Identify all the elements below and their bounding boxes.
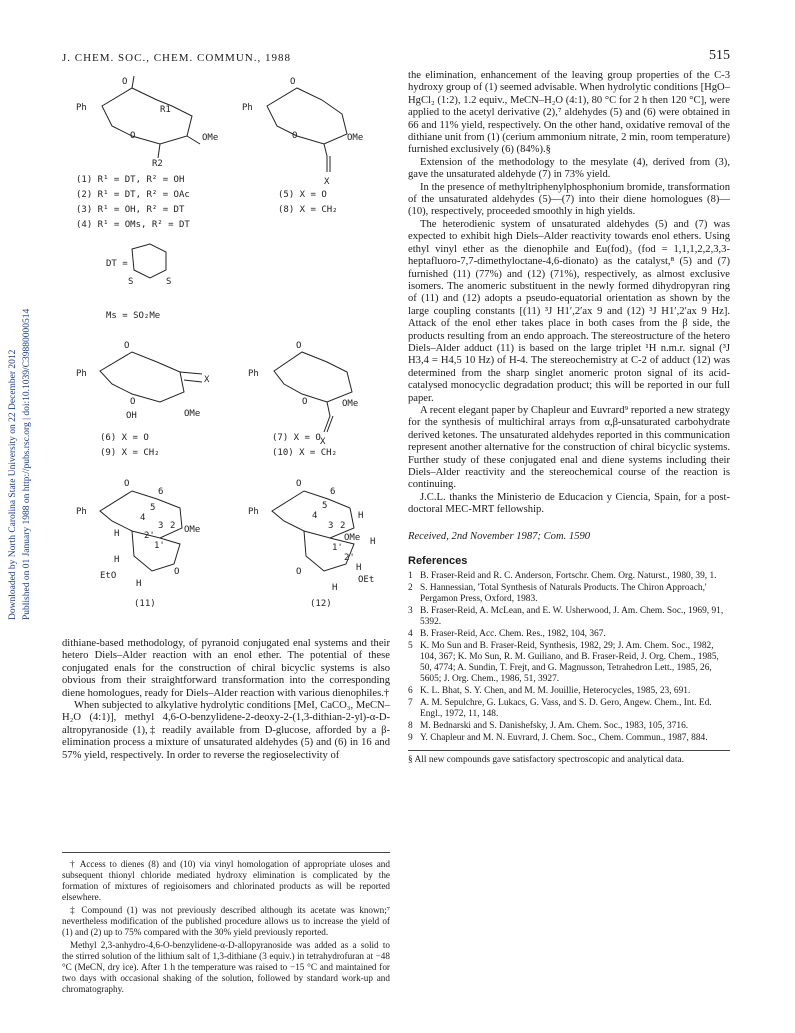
locant-6-12: 6 <box>330 487 336 497</box>
locant-2-11: 2 <box>170 521 176 531</box>
journal-running-title: J. CHEM. SOC., CHEM. COMMUN., 1988 <box>62 52 291 64</box>
label-compound-9: (9) X = CH₂ <box>100 448 160 458</box>
ring-oxygen-6b: O <box>130 397 136 407</box>
ome-group-6: OMe <box>184 409 201 419</box>
label-compound-6: (6) X = O <box>100 433 149 443</box>
h-atom-12d: H <box>332 583 338 593</box>
right-paragraph-4: The heterodienic system of unsaturated aldehydes (5) and (7) was expected to exhibit high Diels–Alder reactivity towards enol ethers. Using ethyl vinyl ether as the dienophile and Eu(fod)₃ (fod = 1,1,1,2,2,3,3-heptafluoro-7,7-dimethyloctane-4,6-dionato) as the catalyst,⁸ (5) and (7) furnished (11) (77%) and (12) (71%), respectively, as almost exclusive isomers. The anomeric substituent in the newly formed dihydropyran ring of (11) and (12) adopts a pseudo-equatorial orientation as shown by the large coupling constants [(11) ³J H1′,2′ax 9 and (12) ³J H1′,2′ax 9 Hz]. Attack of the enol ether takes place in both cases from the β side, the products resulting from an endo approach. The stereostructure of the hetero Diels–Alder adduct (11) is based on the large triplet ¹H n.m.r. signal (³J H3,4 = H4,5 10 Hz) of H-4. The stereochemistry at C-2 of adduct (12) was determined from the sharp singlet anomeric proton signal of its acid-catalysed monocyclic degradation product; this will be reported in our full paper. <box>408 218 730 404</box>
x-group-7: X <box>320 437 326 447</box>
oet-group-12: OEt <box>358 575 375 585</box>
left-column-body <box>62 638 390 762</box>
ring-oxygen-6: O <box>124 341 130 351</box>
locant-4-12: 4 <box>312 511 318 521</box>
locant-1p-12: 1' <box>332 543 343 553</box>
ph-group-1: Ph <box>76 103 87 113</box>
right-paragraph-3: In the presence of methyltriphenylphosphonium bromide, transformation of the unsaturated aldehydes (5)—(7) into their diene homologues (8)—(10), respectively, proceeded smoothly in high yields. <box>408 181 730 218</box>
ring-oxygen-5b: O <box>292 131 298 141</box>
reference-number: 8 <box>408 721 413 732</box>
download-watermark <box>4 180 34 620</box>
reference-number: 4 <box>408 629 413 640</box>
label-compound-11: (11) <box>134 599 156 609</box>
ring-oxygen-11c: O <box>174 567 180 577</box>
reference-number: 5 <box>408 641 413 652</box>
locant-2p-11: 2' <box>144 531 155 541</box>
oh-group-6: OH <box>126 411 137 421</box>
eto-group-11: EtO <box>100 571 117 581</box>
footnote-procedure: Methyl 2,3-anhydro-4,6-O-benzylidene-α-D-allopyranoside was added as a solid to the stirred solution of the lithium salt of 1,3-dithiane (3 equiv.) in tetrahydrofuran at −48 °C (MeCN, dry ice). After 1 h the temperature was raised to −15 °C and maintained for two days with occasional shaking of the solution, followed by standard work-up and chromatography. <box>62 940 390 994</box>
ring-oxygen-1: O <box>122 77 128 87</box>
references-list <box>408 571 730 744</box>
reference-text: B. Fraser-Reid, A. McLean, and E. W. Usherwood, J. Am. Chem. Soc., 1969, 91, 5392. <box>420 606 724 628</box>
reference-text: M. Bednarski and S. Danishefsky, J. Am. Chem. Soc., 1983, 105, 3716. <box>420 721 689 732</box>
right-column-body <box>408 70 730 766</box>
ring-oxygen-12: O <box>296 479 302 489</box>
x-group-5: X <box>324 177 330 187</box>
reference-item <box>408 583 730 605</box>
reference-item <box>408 721 730 732</box>
h-atom-12a: H <box>358 511 364 521</box>
ms-definition: Ms = SO₂Me <box>106 311 161 321</box>
label-compound-4: (4) R¹ = OMs, R² = DT <box>76 220 190 230</box>
locant-6-11: 6 <box>158 487 164 497</box>
locant-2-12: 2 <box>340 521 346 531</box>
reference-text: K. Mo Sun and B. Fraser-Reid, Synthesis, 1982, 29; J. Am. Chem. Soc., 1982, 104, 367; K. Mo Sun, R. M. Guiliano, and B. Fraser-Reid, J. Org. Chem., 1985, 50, 4774; A. Sundin, T. Frejt, and G. Magnusson, Tetrahedron Lett., 1985, 26, 5605; J. Org. Chem., 1986, 51, 3927. <box>420 641 719 685</box>
footnote-dagger: † Access to dienes (8) and (10) via vinyl homologation of appropriate uloses and subsequent thionyl chloride mediated hydroxy elimination is complicated by the formation of mixtures of regioisomers and chlorinated products as will be reported elsewhere. <box>62 859 390 902</box>
ring-oxygen-7b: O <box>302 397 308 407</box>
ring-oxygen-5: O <box>290 77 296 87</box>
reference-item <box>408 698 730 720</box>
left-paragraph-1: dithiane-based methodology, of pyranoid conjugated enal systems and their hetero Diels–Alder reaction with an enol ether. The potential of these conjugated enals for the construction of chiral bicyclic systems is also obvious from their straightforward transformation into the corresponding diene homologues, ready for Diels–Alder reaction with various dienophiles.† <box>62 638 390 699</box>
reference-text: B. Fraser-Reid, Acc. Chem. Res., 1982, 104, 367. <box>420 629 606 640</box>
watermark-line-2[interactable]: Published on 01 January 1988 on http://pubs.rsc.org | doi:10.1039/C39880000514 <box>22 308 32 620</box>
h-atom-12b: H <box>370 537 376 547</box>
reference-number: 1 <box>408 571 413 582</box>
label-compound-2: (2) R¹ = DT, R² = OAc <box>76 190 190 200</box>
acknowledgement: J.C.L. thanks the Ministerio de Educacion y Ciencia, Spain, for a post-doctoral MEC-MRT fellowship. <box>408 491 730 516</box>
label-compound-3: (3) R¹ = OH, R² = DT <box>76 205 185 215</box>
reference-number: 7 <box>408 698 413 709</box>
reference-number: 6 <box>408 686 413 697</box>
right-paragraph-1: the elimination, enhancement of the leaving group properties of the C-3 hydroxy group of (1) seemed advisable. When hydrolytic conditions [HgO–HgCl₂ (1:2), 1.2 equiv., MeCN–H₂O (4:1), 80 °C for 2 h then 120 °C], were applied to the acetyl derivative (2),⁷ aldehydes (5) and (6) were obtained in 66 and 11% yield, respectively. On the other hand, oxidative removal of the dithiane unit from (1) (cerium ammonium nitrate, 2 min, room temperature) furnished exclusively (6) (84%).§ <box>408 70 730 156</box>
reference-item <box>408 629 730 640</box>
ome-group-11: OMe <box>184 525 201 535</box>
dithiane-s1: S <box>128 277 134 287</box>
label-compound-10: (10) X = CH₂ <box>272 448 338 458</box>
reference-number: 2 <box>408 583 413 594</box>
reference-text: B. Fraser-Reid and R. C. Anderson, Fortschr. Chem. Org. Naturst., 1980, 39, 1. <box>420 571 717 582</box>
ph-group-6: Ph <box>76 369 87 379</box>
h-atom-12c: H <box>356 563 362 573</box>
reference-number: 9 <box>408 733 413 744</box>
footnotes <box>62 852 390 997</box>
h-atom-11b: H <box>114 555 120 565</box>
reference-item <box>408 641 730 685</box>
reference-item <box>408 606 730 628</box>
page-number: 515 <box>709 48 730 63</box>
label-compound-7: (7) X = O <box>272 433 321 443</box>
references-heading: References <box>408 555 468 568</box>
reference-text: Y. Chapleur and M. N. Euvrard, J. Chem. Soc., Chem. Commun., 1987, 884. <box>420 733 708 744</box>
h-atom-11c: H <box>136 579 142 589</box>
locant-3-12: 3 <box>328 521 334 531</box>
r1-substituent: R1 <box>160 105 171 115</box>
reference-text: S. Hannessian, 'Total Synthesis of Naturals Products. The Chiron Approach,' Pergamon Press, Oxford, 1983. <box>420 583 707 605</box>
locant-2p-12: 2' <box>344 553 355 563</box>
ph-group-12: Ph <box>248 507 259 517</box>
ph-group-5: Ph <box>242 103 253 113</box>
ph-group-7: Ph <box>248 369 259 379</box>
r2-substituent: R2 <box>152 159 163 169</box>
ome-group-5: OMe <box>347 133 364 143</box>
reference-number: 3 <box>408 606 413 617</box>
locant-5-11: 5 <box>150 503 156 513</box>
h-atom-11a: H <box>114 529 120 539</box>
locant-3-11: 3 <box>158 521 164 531</box>
label-compound-12: (12) <box>310 599 332 609</box>
footnote-rule <box>62 852 390 853</box>
ph-group-11: Ph <box>76 507 87 517</box>
locant-5-12: 5 <box>322 501 328 511</box>
dithiane-s2: S <box>166 277 172 287</box>
ring-oxygen-7: O <box>296 341 302 351</box>
received-date: Received, 2nd November 1987; Com. 1590 <box>408 530 591 542</box>
reference-item <box>408 686 730 697</box>
ring-oxygen-12c: O <box>296 567 302 577</box>
dt-definition: DT = <box>106 259 128 269</box>
locant-4-11: 4 <box>140 513 146 523</box>
ome-group-1: OMe <box>202 133 219 143</box>
right-paragraph-2: Extension of the methodology to the mesylate (4), derived from (3), gave the unsaturated aldehyde (7) in 73% yield. <box>408 156 730 181</box>
label-compound-1: (1) R¹ = DT, R² = OH <box>76 175 185 185</box>
label-compound-5: (5) X = O <box>278 190 327 200</box>
locant-1p-11: 1' <box>154 541 165 551</box>
chemical-structures-scheme <box>62 66 392 626</box>
ome-group-12: OMe <box>344 533 361 543</box>
x-group-6: X <box>204 375 210 385</box>
reference-text: K. L. Bhat, S. Y. Chen, and M. M. Jouillie, Heterocycles, 1985, 23, 691. <box>420 686 691 697</box>
ome-group-7: OMe <box>342 399 359 409</box>
label-compound-8: (8) X = CH₂ <box>278 205 338 215</box>
ring-oxygen-1b: O <box>130 131 136 141</box>
watermark-line-1[interactable]: Downloaded by North Carolina State University on 22 December 2012 <box>8 349 18 620</box>
left-paragraph-2: When subjected to alkylative hydrolytic conditions [MeI, CaCO₃, MeCN–H₂O (4:1)], methyl 4,6-O-benzylidene-2-deoxy-2-(1,3-dithian-2-yl)-α-D-altropyranoside (1),‡ readily available from D-glucose, afforded by a β-elimination process a mixture of unsaturated aldehydes (5) and (6) in 16 and 57% yield, respectively. In order to reverse the regioselectivity of <box>62 700 390 761</box>
section-footnote: § All new compounds gave satisfactory spectroscopic and analytical data. <box>408 750 730 766</box>
footnote-double-dagger: ‡ Compound (1) was not previously described although its acetate was known;⁷ nevertheless modification of the published procedure allows us to increase the yield of (1) and (2) up to 75% compared with the 30% yield previously reported. <box>62 905 390 937</box>
reference-item <box>408 733 730 744</box>
reference-text: A. M. Sepulchre, G. Lukacs, G. Vass, and S. D. Gero, Angew. Chem., Int. Ed. Engl., 1972, 11, 148. <box>420 698 712 720</box>
ring-oxygen-11: O <box>124 479 130 489</box>
right-paragraph-5: A recent elegant paper by Chapleur and Euvrard⁹ reported a new strategy for the synthesis of multichiral arrays from α,β-unsaturated carbohydrate derived ketones. The unsaturated aldehydes reported in this communication represent another alternative for the construction of chiral bicyclic systems. Further study of these conjugated enal and diene systems including their Diels–Alder reactivity and the stereochemical course of the reaction is continuing. <box>408 404 730 491</box>
reference-item <box>408 571 730 582</box>
